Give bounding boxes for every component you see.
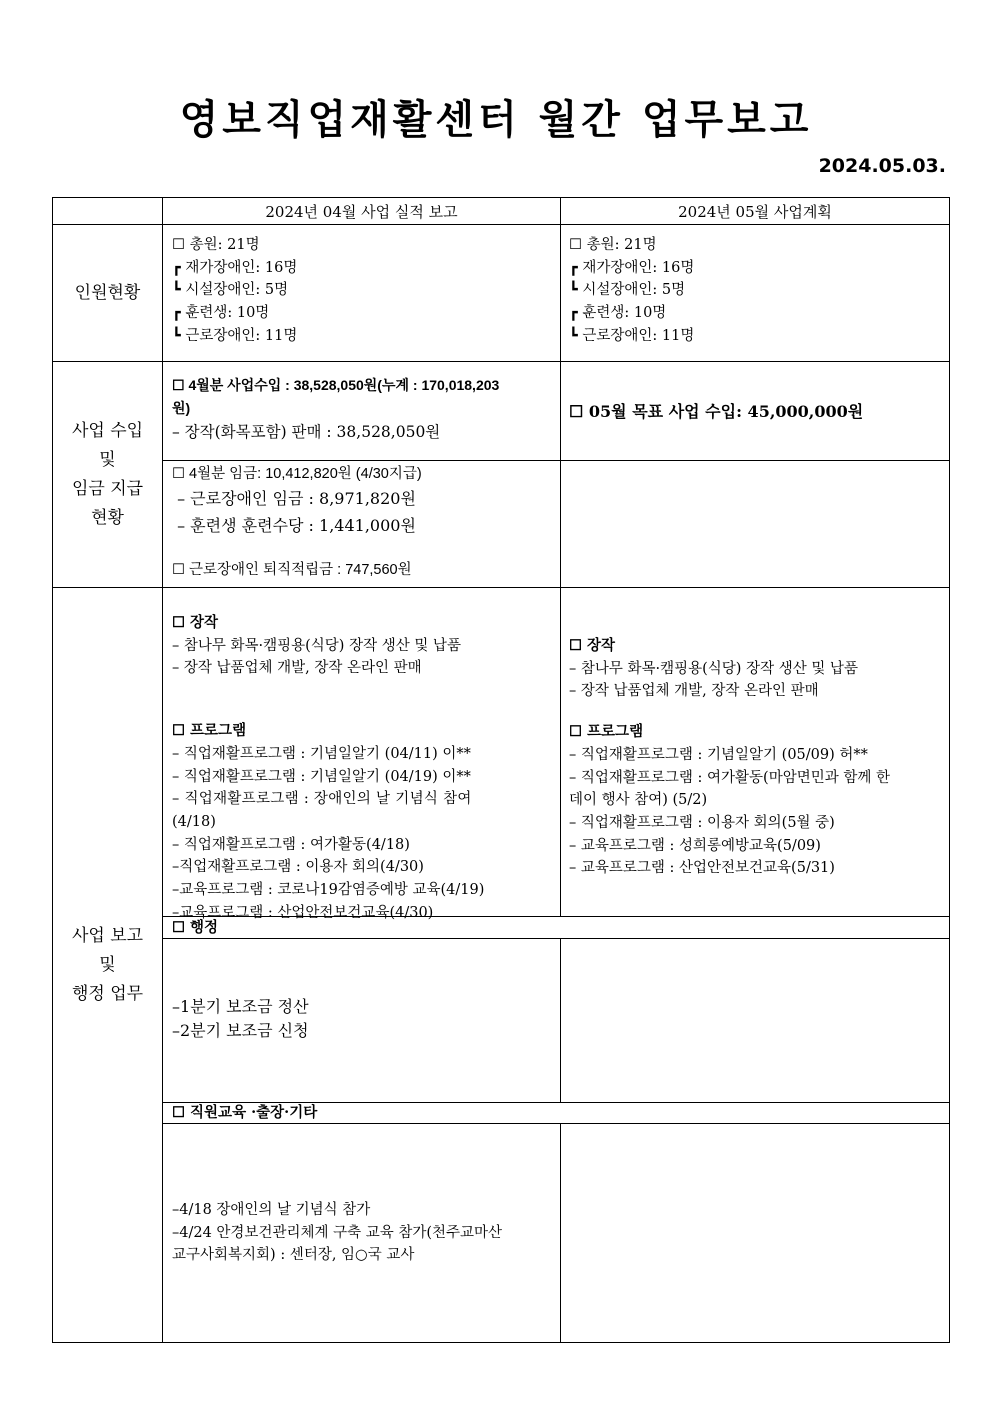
staff-line: ☐ 총원: 21명 [569,237,657,253]
staff-report-cell [172,234,556,348]
business-line: (4/18) [172,813,216,830]
section-heading: ☐ 프로그램 [569,723,644,741]
revenue-line: – 장작(화목포함) 판매 : 38,528,050원 [172,423,441,442]
table-border [560,938,561,1103]
wages-line: ☐ 근로장애인 퇴직적립금 : 747,560원 [172,562,412,578]
staff-line: ┗ 근로장애인: 11명 [569,327,695,344]
business-line: – 직업재활프로그램 : 기념일알기 (04/11) 이** [172,745,471,762]
business-line: – 직업재활프로그램 : 장애인의 날 기념식 참여 [172,791,472,808]
staff-plan-cell [569,234,945,348]
etc-line: 교구사회복지회) : 센터장, 임○국 교사 [172,1247,415,1264]
business-line: – 직업재활프로그램 : 기념일알기 (04/19) 이** [172,768,471,785]
table-border [52,361,950,362]
wages-line: – 근로장애인 임금 : 8,971,820원 [172,489,416,508]
section-heading: ☐ 프로그램 [172,722,247,740]
revenue-line: 원) [172,399,191,416]
report-date: 2024.05.03. [818,155,946,177]
row-label-text: 현황 [91,507,124,528]
row-label-text: 인원현황 [74,282,141,303]
etc-line: –4/24 안경보건관리체계 구축 교육 참가(천주교마산 [172,1224,503,1241]
table-border [52,1342,950,1343]
table-border [949,197,950,1343]
etc-line: –4/18 장애인의 날 기념식 참가 [172,1202,371,1218]
wages-line [172,539,558,559]
row-label-text: 및 [99,954,116,975]
table-border [162,197,163,1343]
admin-report-cell [172,995,558,1043]
business-line: – 직업재활프로그램 : 기념일알기 (05/09) 허** [569,746,868,763]
admin-line: –2분기 보조금 신청 [172,1021,309,1040]
row-label-text: 행정 업무 [71,983,144,1004]
staff-line: ┏ 재가장애인: 16명 [569,259,695,276]
business-line: –교육프로그램 : 코로나19감염증예방 교육(4/19) [172,882,485,899]
business-line: 데이 행사 참여) (5/2) [569,792,708,809]
staff-line: ┗ 시설장애인: 5명 [172,282,289,299]
staff-line: ┏ 훈련생: 10명 [172,305,270,322]
revenue-report-cell [172,374,558,446]
business-line: – 참나무 화목·캠핑용(식당) 장작 생산 및 납품 [569,660,858,677]
section-heading: ☐ 행정 [172,919,219,936]
etc-report-cell [172,1199,558,1267]
row-label-text: 및 [99,449,116,470]
row-label-text: 임금 지급 [71,478,144,499]
business-plan-cell [569,635,947,880]
table-border [560,1123,561,1343]
admin-heading [172,917,552,938]
etc-heading [172,1103,552,1123]
business-line: –교육프로그램 : 산업안전보건교육(4/30) [172,904,434,921]
table-border [162,938,950,939]
header-report: 2024년 04월 사업 실적 보고 [265,202,458,221]
admin-line: –1분기 보조금 정산 [172,997,309,1016]
document-title: 영보직업재활센터 월간 업무보고 [179,96,813,143]
spacer [569,703,947,721]
revenue-target-line: ☐ 05월 목표 사업 수입: 45,000,000원 [569,402,864,421]
business-line: – 직업재활프로그램 : 여가활동(마암면민과 함께 한 [569,769,890,786]
staff-line: ┗ 근로장애인: 11명 [172,327,298,344]
revenue-line: ☐ 4월분 사업수입 : 38,528,050원(누계 : 170,018,203 [172,377,500,393]
header-plan: 2024년 05월 사업계획 [678,202,832,221]
staff-line: ┏ 재가장애인: 16명 [172,259,298,276]
row-label-income [53,362,162,587]
business-line: – 직업재활프로그램 : 여가활동(4/18) [172,836,410,853]
table-border [52,224,950,225]
business-line: – 장작 납품업체 개발, 장작 온라인 판매 [569,683,819,700]
table-border [560,197,561,917]
row-label-staff [53,225,162,361]
table-border [162,1123,950,1124]
row-label-business [53,588,162,1342]
row-label-text: 사업 수입 [71,420,144,441]
wages-report-cell [172,463,558,582]
business-line: –직업재활프로그램 : 이용자 회의(4/30) [172,859,424,876]
business-report-cell [172,612,558,924]
revenue-plan-cell [569,398,947,425]
wages-line: ☐ 4월분 임금: 10,412,820원 (4/30지급) [172,466,422,482]
row-label-text: 사업 보고 [71,925,144,946]
business-line: – 교육프로그램 : 산업안전보건교육(5/31) [569,860,835,877]
section-heading: ☐ 직원교육 ·출장·기타 [172,1104,318,1121]
table-border [162,460,950,461]
section-heading: ☐ 장작 [569,637,616,654]
business-line: – 참나무 화목·캠핑용(식당) 장작 생산 및 납품 [172,637,461,654]
staff-line: ☐ 총원: 21명 [172,237,260,253]
wages-line: – 훈련생 훈련수당 : 1,441,000원 [172,516,416,535]
table-border [52,587,950,588]
spacer [172,680,558,720]
business-line: – 장작 납품업체 개발, 장작 온라인 판매 [172,660,422,677]
business-line: – 직업재활프로그램 : 이용자 회의(5월 중) [569,814,835,831]
staff-line: ┏ 훈련생: 10명 [569,305,667,322]
staff-line: ┗ 시설장애인: 5명 [569,282,686,299]
business-line: – 교육프로그램 : 성희롱예방교육(5/09) [569,837,821,854]
section-heading: ☐ 장작 [172,614,219,631]
